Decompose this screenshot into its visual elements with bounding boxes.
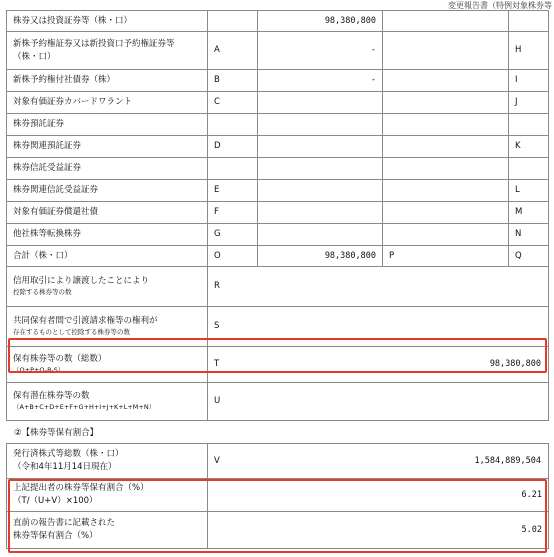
table-row: [7, 347, 549, 383]
table-row: [7, 383, 549, 421]
cell-code: [208, 158, 258, 180]
cell-code: C: [208, 92, 258, 114]
table-row: [7, 479, 549, 512]
table-row: [7, 180, 549, 202]
cell-code: E: [208, 180, 258, 202]
cell-value: [258, 158, 383, 180]
row-label: 株券又は投資証券等（株・口）: [13, 15, 133, 26]
cell-code: P: [383, 246, 509, 267]
cell-code: [383, 180, 509, 202]
row-sublabel: （株・口）: [13, 51, 56, 62]
cell-code: [383, 70, 509, 92]
row-label: 株券関連信託受益証券: [13, 185, 99, 196]
row-label: 対象有価証券償還社債: [13, 207, 99, 218]
cell-code: [383, 114, 509, 136]
row-code: T: [214, 359, 220, 370]
row-label: 株券信託受益証券: [13, 163, 82, 174]
table-row: [7, 114, 549, 136]
cell-code: [383, 202, 509, 224]
cell-code: I: [509, 70, 549, 92]
table-row: [7, 32, 549, 70]
cell-value: [258, 202, 383, 224]
row-label: 合計（株・口）: [13, 250, 73, 261]
table-row: [7, 307, 549, 347]
cell-value: [258, 92, 383, 114]
ratio-table: [6, 443, 549, 549]
cell-code: [383, 11, 509, 32]
cell-code: M: [509, 202, 549, 224]
row-code: U: [214, 396, 221, 407]
cell-code: [509, 11, 549, 32]
row-sublabel: （令和4年11月14日現在）: [13, 462, 117, 472]
cell-code: A: [208, 32, 258, 70]
cell-value: 98,380,800: [258, 246, 383, 267]
row-label: 保有株券等の数（総数）: [13, 354, 107, 365]
cell-code: Q: [509, 246, 549, 267]
table-row: [7, 11, 549, 32]
cell-code: [208, 11, 258, 32]
table-row: [7, 70, 549, 92]
cell-value: [258, 114, 383, 136]
row-label: 共同保有者間で引渡請求権等の権利が: [13, 316, 158, 327]
cell-value: -: [258, 32, 383, 70]
cell-code: J: [509, 92, 549, 114]
row-sublabel: 存在するものとして控除する株券等の数: [13, 328, 130, 336]
row-label: 株券預託証券: [13, 119, 65, 130]
row-label: 保有潜在株券等の数: [13, 391, 90, 402]
row-sublabel: （O+P+Q-R-S）: [13, 366, 65, 374]
cell-value: [258, 180, 383, 202]
cell-code: L: [509, 180, 549, 202]
cell-code: G: [208, 224, 258, 246]
row-label: 対象有価証券カバードワラント: [13, 97, 133, 108]
table-row: [7, 92, 549, 114]
row-value: 1,584,889,504: [474, 455, 541, 466]
cell-code: N: [509, 224, 549, 246]
row-label: 信用取引により譲渡したことにより: [13, 276, 150, 287]
row-sublabel: 株券等保有割合（%）: [13, 531, 98, 541]
section-title: ②【株券等保有割合】: [14, 428, 99, 438]
row-code: V: [214, 455, 220, 466]
cell-code: [383, 224, 509, 246]
cell-code: [383, 32, 509, 70]
row-value: 98,380,800: [489, 359, 541, 370]
table-row: [7, 158, 549, 180]
table-row: [7, 136, 549, 158]
table-row: [7, 246, 549, 267]
cell-code: [383, 158, 509, 180]
row-sublabel: 控除する株券等の数: [13, 288, 72, 296]
row-code: R: [214, 281, 220, 292]
row-sublabel: （A+B+C+D+E+F+G+H+I+J+K+L+M+N）: [13, 403, 156, 411]
row-label: 発行済株式等総数（株・口）: [13, 449, 124, 460]
cell-code: [509, 158, 549, 180]
holdings-table: [6, 10, 549, 421]
cell-value: [258, 224, 383, 246]
row-label: 株券関連預託証券: [13, 141, 82, 152]
table-row: [7, 202, 549, 224]
table-row: [7, 512, 549, 549]
cell-code: [208, 114, 258, 136]
row-value: 5.02: [208, 512, 549, 549]
cell-code: [383, 136, 509, 158]
cell-code: O: [208, 246, 258, 267]
cell-code: D: [208, 136, 258, 158]
cell-value: [258, 136, 383, 158]
cell-code: [509, 114, 549, 136]
table-row: [7, 267, 549, 307]
row-label: 直前の報告書に記載された: [13, 518, 116, 529]
cell-code: H: [509, 32, 549, 70]
row-label: 新株予約権付社債券（株）: [13, 75, 116, 86]
header-note: 変更報告書（特例対象株券等: [448, 1, 552, 10]
table-row: [7, 444, 549, 479]
row-label: 新株予約権証券又は新投資口予約権証券等: [13, 38, 175, 49]
cell-value: -: [258, 70, 383, 92]
cell-code: F: [208, 202, 258, 224]
cell-code: [383, 92, 509, 114]
row-label: 上記提出者の株券等保有割合（%）: [13, 483, 149, 494]
cell-code: K: [509, 136, 549, 158]
row-code: S: [214, 321, 220, 332]
row-sublabel: （T/（U+V）×100）: [13, 496, 98, 506]
cell-value: 98,380,800: [258, 11, 383, 32]
table-row: [7, 224, 549, 246]
cell-code: B: [208, 70, 258, 92]
row-value: 6.21: [208, 479, 549, 512]
row-label: 他社株等転換株券: [13, 229, 82, 240]
